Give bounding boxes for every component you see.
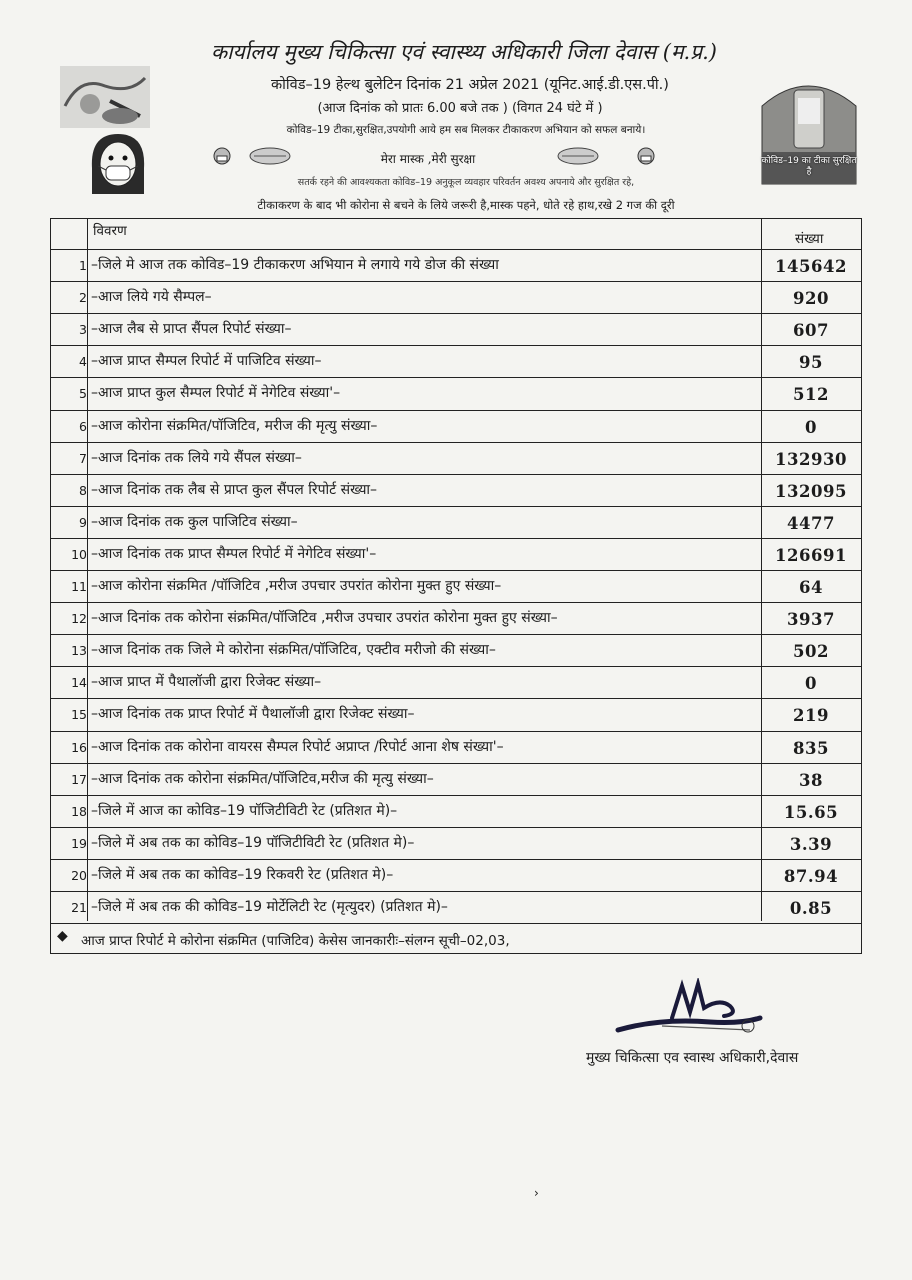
row-value: 219 (793, 706, 829, 726)
bulletin-timing: (आज दिनांक को प्रातः 6.00 बजे तक ) (विगत 24 घंटे में ) (317, 101, 603, 116)
row-number: 19 (71, 835, 87, 851)
table-row-divider (51, 698, 861, 699)
bulletin-title: कोविड–19 हेल्थ बुलेटिन दिनांक 21 अप्रेल 2021 (यूनिट.आई.डी.एस.पी.) (271, 77, 669, 93)
row-description: –आज दिनांक तक कोरोना संक्रमित/पॉजिटिव ,मरीज उपचार उपरांत कोरोना मुक्त हुए संख्या– (91, 610, 558, 627)
row-number: 9 (79, 514, 87, 530)
footer-bullet: ◆ (57, 928, 68, 944)
row-number: 8 (79, 482, 87, 498)
row-description: –आज दिनांक तक कोरोना वायरस सैम्पल रिपोर्ट अप्राप्त /रिपोर्ट आना शेष संख्या'– (91, 738, 504, 755)
row-number: 15 (71, 707, 87, 723)
row-value: 64 (799, 578, 823, 597)
row-value: 132930 (775, 449, 847, 469)
row-number: 17 (71, 771, 87, 787)
row-number: 1 (79, 258, 87, 273)
stray-mark: › (534, 1186, 539, 1200)
table-row-divider (51, 634, 861, 635)
table-row-divider (51, 538, 861, 539)
row-value: 87.94 (783, 866, 839, 886)
row-number: 5 (79, 386, 87, 402)
row-number: 2 (79, 290, 87, 306)
row-value: 0 (805, 674, 817, 694)
vaccine-safe-badge-text: कोविड–19 का टीका सुरक्षित है (761, 156, 857, 177)
mask-slogan: मेरा मास्क ,मेरी सुरक्षा (380, 152, 476, 166)
table-row-divider (51, 410, 861, 411)
row-value: 0.85 (789, 899, 833, 918)
row-description: –आज दिनांक तक कोरोना संक्रमित/पॉजिटिव,मरीज की मृत्यु संख्या– (91, 770, 434, 787)
row-value: 15.65 (783, 802, 839, 822)
row-value: 4477 (787, 513, 835, 533)
row-value: 502 (793, 642, 829, 662)
signatory-designation: मुख्य चिकित्सा एव स्वास्थ अधिकारी,देवास (586, 1050, 799, 1066)
table-row-divider (51, 891, 861, 892)
row-description: –आज लैब से प्राप्त सैंपल रिपोर्ट संख्या– (91, 321, 292, 338)
precaution-note: टीकाकरण के बाद भी कोरोना से बचने के लिये जरूरी है,मास्क पहने, धोते रहे हाथ,रखे 2 गज की दूरी (257, 198, 675, 212)
row-value: 3.39 (789, 834, 833, 854)
row-number: 11 (71, 579, 87, 594)
masked-girl-illustration (82, 128, 154, 198)
row-description: –आज दिनांक तक प्राप्त रिपोर्ट में पैथालॉजी द्वारा रिजेक्ट संख्या– (91, 706, 415, 723)
row-description: –आज प्राप्त कुल सैम्पल रिपोर्ट में नेगेटिव संख्या'– (91, 385, 341, 402)
mask-icons-left (210, 144, 300, 168)
row-number: 10 (71, 546, 87, 562)
row-value: 512 (793, 385, 829, 405)
row-description: –आज दिनांक तक लैब से प्राप्त कुल सैंपल रिपोर्ट संख्या– (91, 481, 378, 498)
table-row-divider (51, 859, 861, 860)
behaviour-note: सतर्क रहने की आवश्यकता कोविड–19 अनुकूल व्यवहार परिवर्तन अवश्य अपनाये और सुरक्षित रहे, (297, 177, 635, 188)
row-number: 16 (71, 739, 87, 755)
row-description: –आज लिये गये सैम्पल– (91, 289, 212, 306)
table-row-divider (51, 763, 861, 764)
table-row-divider (51, 474, 861, 475)
row-number: 6 (79, 418, 87, 434)
row-number: 4 (79, 354, 87, 370)
table-row-divider (51, 795, 861, 796)
row-number: 21 (71, 900, 87, 915)
table-row-divider (51, 666, 861, 667)
row-value: 126691 (775, 545, 847, 565)
row-value: 132095 (775, 481, 847, 501)
row-description: –जिले में अब तक का कोविड–19 रिकवरी रेट (प्रतिशत मे)– (91, 866, 394, 883)
row-description: –आज दिनांक तक लिये गये सैंपल संख्या– (91, 449, 302, 466)
table-row-divider (51, 827, 861, 828)
row-description: –जिले मे आज तक कोविड–19 टीकाकरण अभियान मे लगाये गये डोज की संख्या (91, 257, 499, 273)
table-row-divider (51, 442, 861, 443)
table-row-divider (51, 602, 861, 603)
row-description: –जिले में अब तक की कोविड–19 मोर्टेलिटी रेट (मृत्युदर) (प्रतिशत मे)– (91, 899, 448, 915)
row-value: 920 (793, 289, 829, 309)
office-title: कार्यालय मुख्य चिकित्सा एवं स्वास्थ्य अधिकारी जिला देवास (म.प्र.) (210, 40, 717, 64)
row-number: 18 (71, 803, 87, 819)
vaccination-slogan: कोविड–19 टीका,सुरक्षित,उपयोगी आये हम सब मिलकर टीकाकरण अभियान को सफल बनाये। (286, 124, 646, 136)
row-value: 145642 (775, 257, 847, 276)
row-description: –आज दिनांक तक प्राप्त सैम्पल रिपोर्ट में नेगेटिव संख्या'– (91, 545, 377, 562)
column-header-count: संख्या (795, 231, 824, 247)
footer-note: आज प्राप्त रिपोर्ट मे कोरोना संक्रमित (पाजिटिव) केसेस जानकारीः–संलग्न सूची–02,03, (81, 933, 510, 949)
mask-icons-right (554, 144, 664, 168)
row-description: –आज प्राप्त में पैथालॉजी द्वारा रिजेक्ट संख्या– (91, 674, 322, 691)
row-description: –आज दिनांक तक कुल पाजिटिव संख्या– (91, 513, 298, 530)
row-description: –आज कोरोना संक्रमित/पॉजिटिव, मरीज की मृत्यु संख्या– (91, 417, 378, 434)
row-description: –आज कोरोना संक्रमित /पॉजिटिव ,मरीज उपचार उपरांत कोरोना मुक्त हुए संख्या– (91, 578, 502, 594)
table-row-divider (51, 506, 861, 507)
row-value: 607 (793, 321, 829, 341)
row-number: 12 (71, 611, 87, 627)
row-description: –जिले में आज का कोविड–19 पॉजिटीविटी रेट (प्रतिशत मे)– (91, 802, 398, 819)
row-value: 3937 (787, 610, 835, 630)
row-number: 7 (79, 450, 87, 466)
handwritten-signature (600, 978, 780, 1038)
row-number: 13 (71, 643, 87, 659)
row-value: 95 (799, 353, 823, 373)
table-row-divider (51, 570, 861, 571)
row-number: 14 (71, 675, 87, 691)
table-row-divider (51, 313, 861, 314)
row-number: 3 (79, 322, 87, 338)
row-value: 0 (805, 417, 817, 437)
bulletin-table (50, 218, 862, 954)
row-description: –आज प्राप्त सैम्पल रिपोर्ट में पाजिटिव संख्या– (91, 353, 322, 370)
table-row-divider (51, 731, 861, 732)
table-row-divider (51, 281, 861, 282)
row-number: 20 (71, 867, 87, 883)
column-header-description: विवरण (93, 223, 127, 239)
row-value: 38 (799, 770, 823, 790)
vaccination-illustration (60, 66, 150, 128)
row-description: –आज दिनांक तक जिले मे कोरोना संक्रमित/पॉजिटिव, एक्टीव मरीजो की संख्या– (91, 642, 496, 659)
table-row-divider (51, 345, 861, 346)
row-description: –जिले में अब तक का कोविड–19 पॉजिटीविटी रेट (प्रतिशत मे)– (91, 834, 415, 851)
table-row-divider (51, 249, 861, 250)
table-row-divider (51, 377, 861, 378)
table-row-divider (51, 923, 861, 924)
row-value: 835 (793, 738, 829, 758)
